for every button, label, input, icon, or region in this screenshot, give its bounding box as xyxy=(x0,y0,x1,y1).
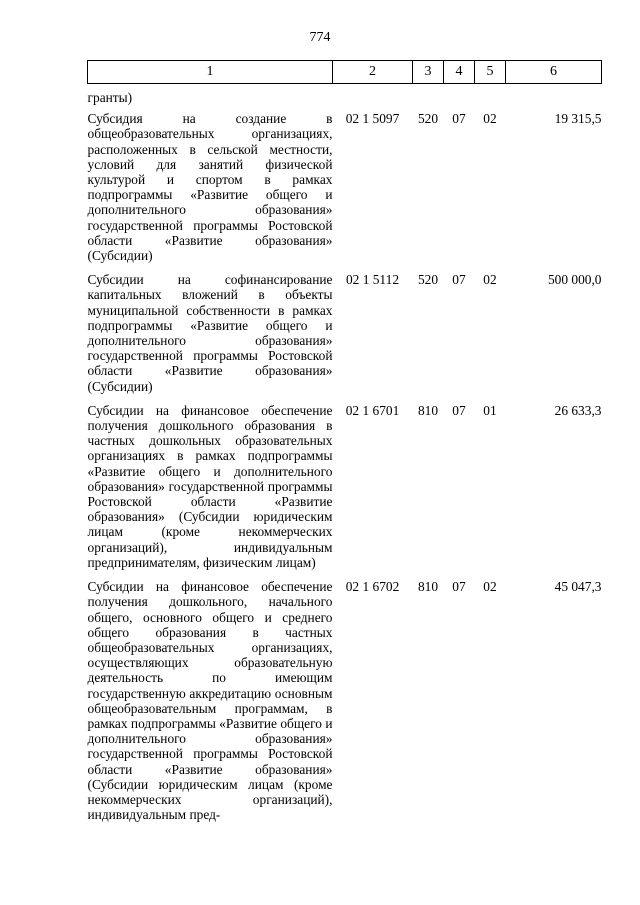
table-row xyxy=(88,272,602,403)
row-type: 520 xyxy=(417,111,439,127)
row-code: 02 1 5112 xyxy=(345,272,400,288)
table-row xyxy=(88,579,602,831)
row-section: 07 xyxy=(452,272,466,288)
row-subsection: 02 xyxy=(483,111,497,127)
continuation-text: гранты) xyxy=(87,90,133,105)
row-section: 07 xyxy=(452,579,466,595)
row-amount: 45 047,3 xyxy=(554,579,602,595)
column-header: 2 xyxy=(333,61,413,84)
table-row xyxy=(88,403,602,579)
page-number: 774 xyxy=(309,30,331,45)
row-section: 07 xyxy=(452,111,466,127)
row-code: 02 1 5097 xyxy=(345,111,400,127)
column-header: 6 xyxy=(506,61,602,84)
row-type: 810 xyxy=(417,402,439,418)
row-subsection: 02 xyxy=(483,579,497,595)
row-section: 07 xyxy=(452,402,466,418)
budget-table xyxy=(87,60,602,831)
column-header: 5 xyxy=(475,61,506,84)
column-header: 1 xyxy=(88,61,333,84)
table-row xyxy=(88,111,602,272)
row-amount: 26 633,3 xyxy=(554,402,602,418)
column-header: 3 xyxy=(413,61,444,84)
row-description: Субсидии на софинансирование капитальных вложений в объекты муниципальной собственности в рамках подпрограммы «Развитие общего и дополнительного образования» государственной программы Ростовской области «Развитие образования» (Субсидии) xyxy=(87,272,333,394)
row-amount: 19 315,5 xyxy=(554,111,602,127)
row-description: Субсидии на финансовое обеспечение получения дошкольного образования в частных дошкольных образовательных организациях в рамках подпрограммы «Развитие общего и дополнительного образования» государственной программы Ростовской области «Развитие образования» (Субсидии юридическим лицам (кроме некоммерческих организаций), индивидуальным предпринимателям, физическим лицам) xyxy=(87,402,333,570)
column-header: 4 xyxy=(444,61,475,84)
row-code: 02 1 6701 xyxy=(345,402,400,418)
row-subsection: 02 xyxy=(483,272,497,288)
row-description: Субсидия на создание в общеобразовательных организациях, расположенных в сельской местности, условий для занятий физической культурой и спортом в рамках подпрограммы «Развитие общего и дополнительного образования» государственной программы Ростовской области «Развитие образования» (Субсидии) xyxy=(87,111,333,264)
row-type: 810 xyxy=(417,579,439,595)
table-row-continuation xyxy=(88,84,602,112)
row-type: 520 xyxy=(417,272,439,288)
table-header-row xyxy=(88,61,602,84)
row-amount: 500 000,0 xyxy=(547,272,602,288)
row-description: Субсидии на финансовое обеспечение получения дошкольного, начального общего, основного общего и среднего общего образования в частных общеобразовательных организациях, осуществляющих образовательную деятельность по имеющим государственную аккредитацию основным общеобразовательным программам, в рамках подпрограммы «Развитие общего и дополнительного образования» государственной программы Ростовской области «Развитие образования» (Субсидии юридическим лицам (кроме некоммерческих организаций), индивидуальным пред- xyxy=(87,579,333,823)
row-subsection: 01 xyxy=(483,402,497,418)
row-code: 02 1 6702 xyxy=(345,579,400,595)
